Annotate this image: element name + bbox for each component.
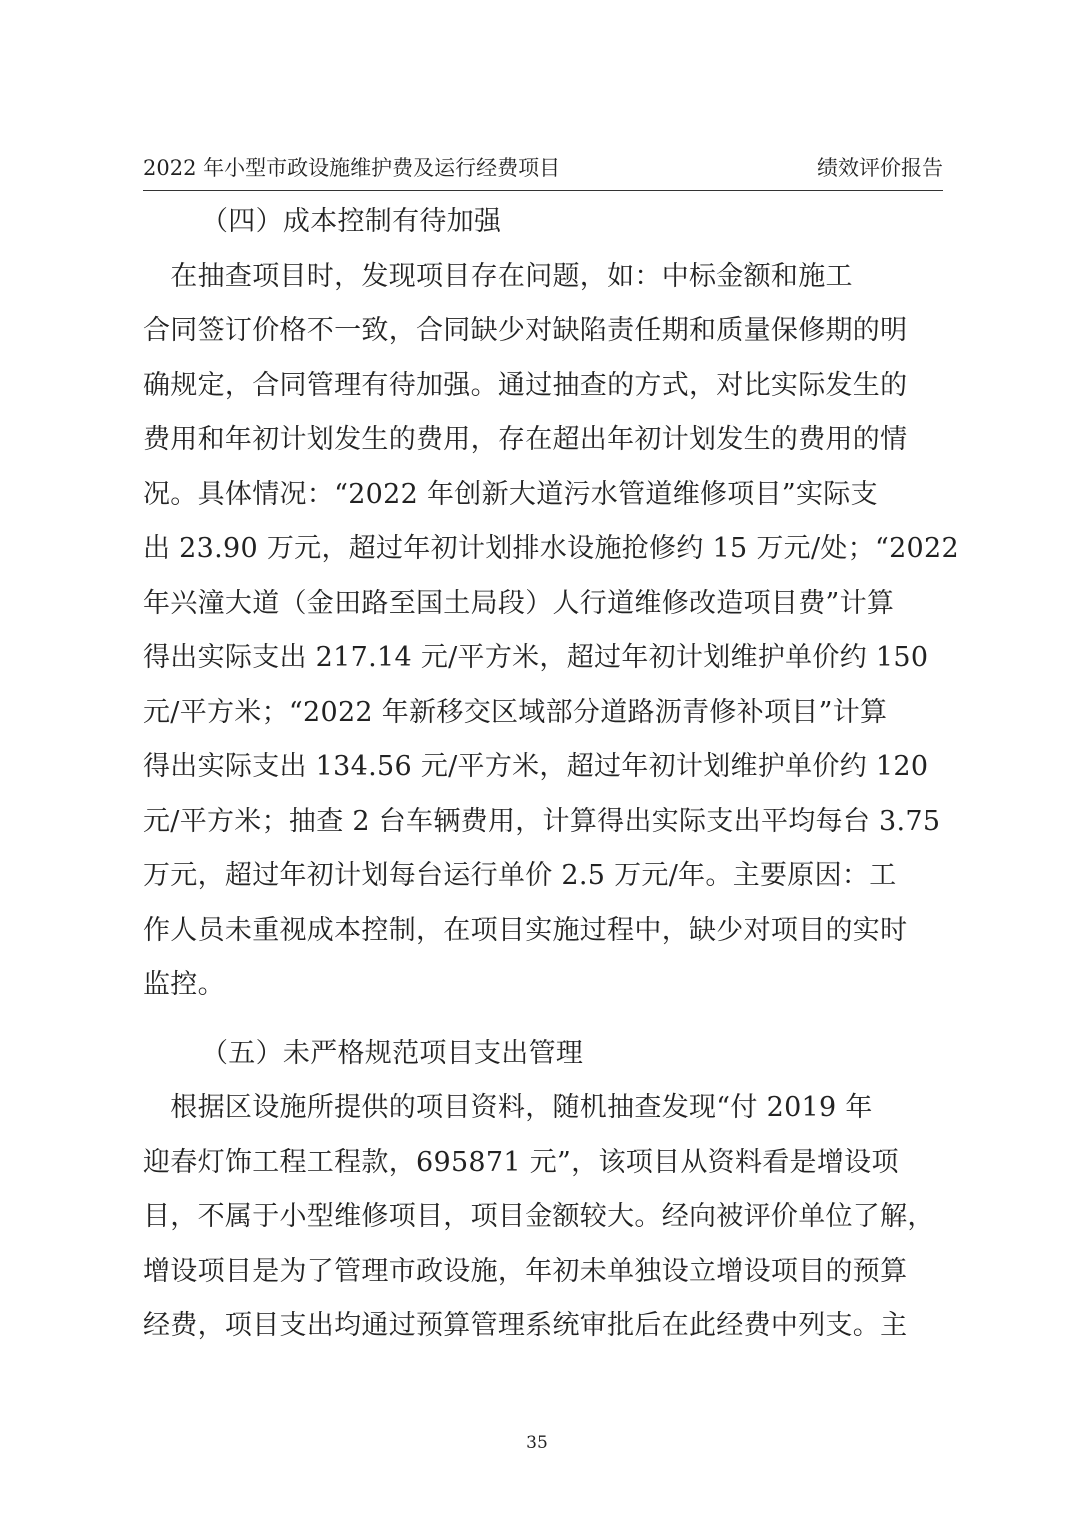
document-body: [143, 195, 959, 1354]
text-line: 经费，项目支出均通过预算管理系统审批后在此经费中列支。主: [143, 1310, 908, 1341]
text-line: 迎春灯饰工程工程款，695871 元”，该项目从资料看是增设项: [143, 1146, 899, 1178]
page-number: 35: [526, 1433, 548, 1453]
text-line: 得出实际支出 217.14 元/平方米，超过年初计划维护单价约 150: [143, 642, 929, 673]
text-line: 费用和年初计划发生的费用，存在超出年初计划发生的费用的情: [143, 424, 908, 455]
paragraph-expenditure-management: [143, 1081, 938, 1354]
text-line: 元/平方米；抽查 2 台车辆费用，计算得出实际支出平均每台 3.75: [143, 805, 941, 837]
text-line: 元/平方米；“2022 年新移交区域部分道路沥青修补项目”计算: [143, 696, 888, 728]
text-line: 得出实际支出 134.56 元/平方米，超过年初计划维护单价约 120: [143, 751, 929, 782]
text-line: 合同签订价格不一致，合同缺少对缺陷责任期和质量保修期的明: [143, 315, 908, 346]
text-line: 确规定，合同管理有待加强。通过抽查的方式，对比实际发生的: [143, 369, 908, 401]
section-heading-expenditure-management: （五）未严格规范项目支出管理: [201, 1037, 584, 1069]
text-line: 作人员未重视成本控制，在项目实施过程中，缺少对项目的实时: [143, 914, 908, 946]
text-line: 在抽查项目时，发现项目存在问题，如：中标金额和施工: [143, 260, 853, 292]
header-report-type: 绩效评价报告: [817, 156, 943, 180]
text-line: 年兴潼大道（金田路至国土局段）人行道维修改造项目费”计算: [143, 587, 895, 619]
text-line: 出 23.90 万元，超过年初计划排水设施抢修约 15 万元/处；“2022: [143, 533, 959, 564]
text-line: 万元，超过年初计划每台运行单价 2.5 万元/年。主要原因：工: [143, 860, 897, 891]
text-line: 增设项目是为了管理市政设施，年初未单独设立增设项目的预算: [143, 1255, 908, 1287]
section-heading-cost-control: （四）成本控制有待加强: [201, 206, 502, 237]
paragraph-cost-control: [143, 250, 959, 1013]
text-line: 况。具体情况：“2022 年创新大道污水管道维修项目”实际支: [143, 478, 878, 510]
text-line: 目，不属于小型维修项目，项目金额较大。经向被评价单位了解，: [143, 1201, 935, 1232]
page-header: [143, 150, 943, 191]
text-line: 监控。: [143, 969, 225, 1000]
header-title: 2022 年小型市政设施维护费及运行经费项目: [143, 156, 561, 180]
text-line: 根据区设施所提供的项目资料，随机抽查发现“付 2019 年: [143, 1092, 873, 1123]
